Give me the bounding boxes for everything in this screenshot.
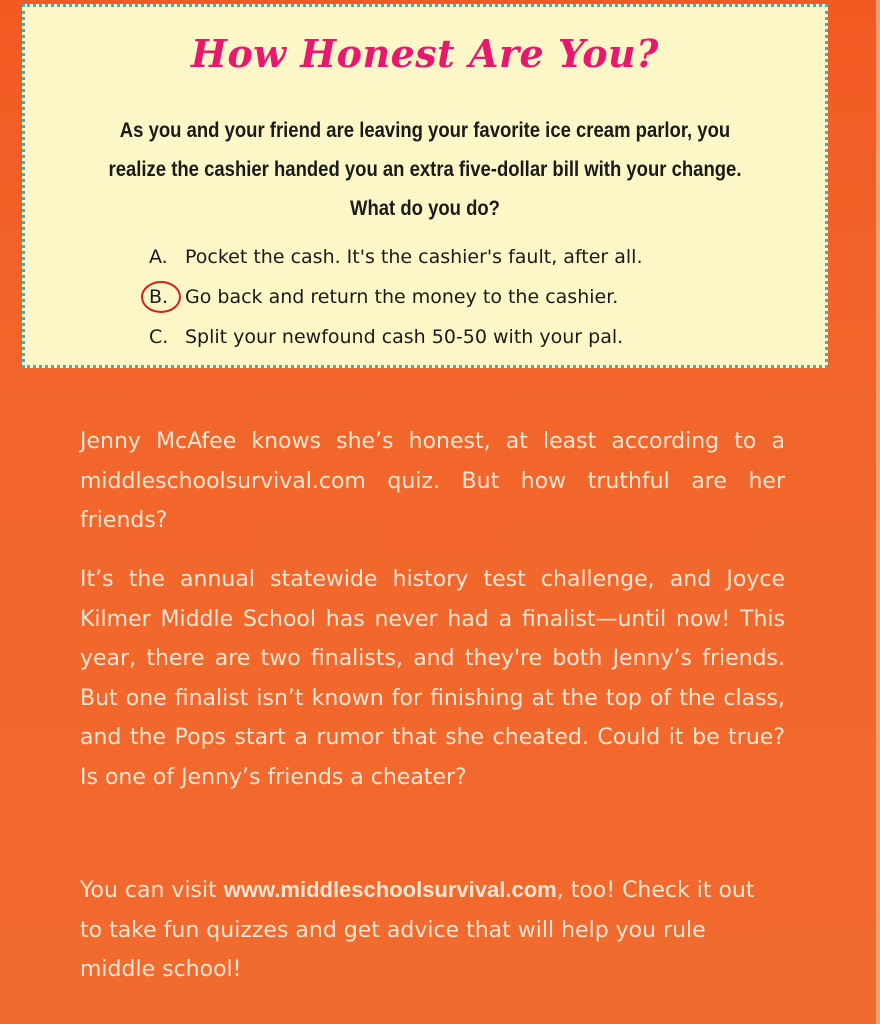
- blurb-text: You can visit: [80, 878, 224, 903]
- quiz-option-a: [149, 237, 643, 277]
- option-letter: A.: [149, 246, 168, 268]
- blurb-paragraph-3: [80, 870, 770, 990]
- page-edge: [876, 0, 880, 1024]
- website-url: www.middleschoolsurvival.com: [223, 877, 557, 902]
- quiz-question: As you and your friend are leaving your favorite ice cream parlor, you realize the cashier handed you an extra five-dollar bill with your change. What do you do?: [108, 118, 742, 220]
- quiz-option-b: [149, 277, 643, 317]
- quiz-title: How Honest Are You?: [191, 31, 659, 76]
- option-text: Go back and return the money to the cashier.: [185, 286, 619, 308]
- option-letter: B.: [149, 286, 169, 308]
- quiz-box: [22, 4, 828, 368]
- selected-answer-circle: [141, 281, 181, 313]
- option-text: Pocket the cash. It's the cashier's fault, after all.: [185, 246, 643, 268]
- option-letter: C.: [149, 326, 169, 348]
- blurb-paragraph-2: It’s the annual statewide history test challenge, and Joyce Kilmer Middle School has never had a finalist—until now! This year, there are two finalists, and they're both Jenny’s friends. But one finalist isn’t known for finishing at the top of the class, and the Pops start a rumor that she cheated. Could it be true? Is one of Jenny’s friends a cheater?: [80, 567, 785, 790]
- option-text: Split your newfound cash 50-50 with your pal.: [185, 326, 624, 348]
- quiz-options: [149, 237, 643, 357]
- blurb-text: , too! Check it out to take fun quizzes and get advice that will help you rule middle school!: [80, 878, 755, 982]
- quiz-option-c: [149, 317, 643, 357]
- blurb-paragraph-1: Jenny McAfee knows she’s honest, at least according to a middleschoolsurvival.com quiz. But how truthful are her friends?: [80, 429, 785, 533]
